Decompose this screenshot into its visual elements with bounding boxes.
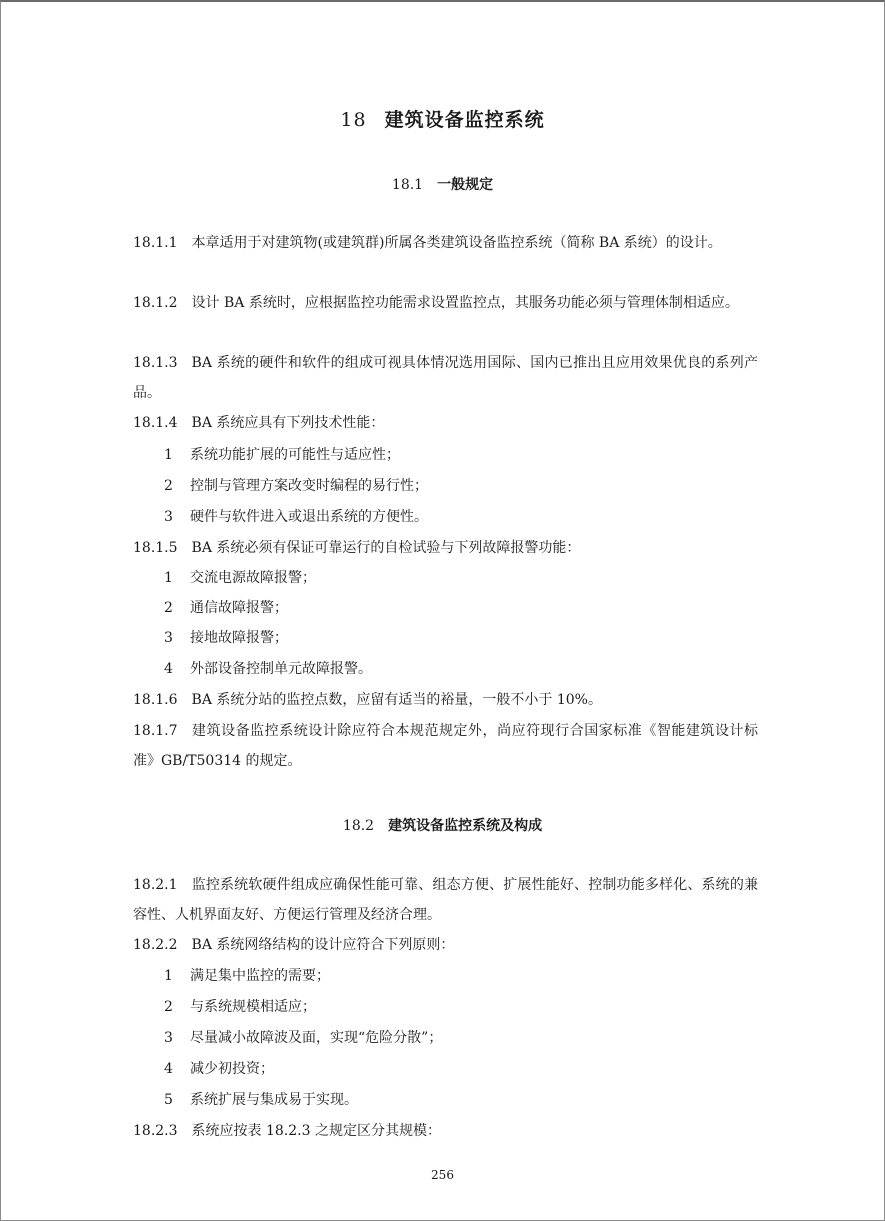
clause-number: 18.1.1 <box>133 235 178 251</box>
clause-number: 18.1.5 <box>133 540 178 556</box>
item-number: 1 <box>164 447 173 463</box>
list-item <box>164 961 758 991</box>
clause-18-1-6 <box>133 685 758 715</box>
clause-text: 设计 BA 系统时，应根据监控功能需求设置监控点，其服务功能必须与管理体制相适应。 <box>191 295 739 311</box>
list-item <box>164 1054 758 1084</box>
chapter-title <box>0 105 885 132</box>
item-text: 通信故障报警； <box>190 600 288 616</box>
section-title-text: 建筑设备监控系统及构成 <box>388 818 543 834</box>
clause-text: BA 系统应具有下列技术性能： <box>191 415 385 431</box>
list-item <box>164 992 758 1022</box>
item-number: 2 <box>164 600 173 616</box>
clause-text: BA 系统必须有保证可靠运行的自检试验与下列故障报警功能： <box>191 540 581 556</box>
item-text: 满足集中监控的需要； <box>190 968 330 984</box>
item-text: 硬件与软件进入或退出系统的方便性。 <box>190 509 428 525</box>
item-number: 5 <box>164 1092 173 1108</box>
section-title-text: 一般规定 <box>437 177 494 193</box>
clause-text: 监控系统软硬件组成应确保性能可靠、组态方便、扩展性能好、控制功能多样化、系统的兼容性、人机界面友好、方便运行管理及经济合理。 <box>133 877 758 923</box>
item-number: 3 <box>164 630 173 646</box>
clause-18-1-2 <box>133 288 758 318</box>
clause-number: 18.1.7 <box>133 723 178 739</box>
item-number: 3 <box>164 509 173 525</box>
item-text: 尽量减小故障波及面，实现“危险分散”； <box>190 1030 443 1046</box>
list-item <box>164 471 758 501</box>
clause-text: 建筑设备监控系统设计除应符合本规范规定外，尚应符现行合国家标准《智能建筑设计标准》GB/T50314 的规定。 <box>133 723 758 769</box>
section-number: 18.1 <box>391 177 424 193</box>
clause-text: BA 系统的硬件和软件的组成可视具体情况选用国际、国内已推出且应用效果优良的系列产品。 <box>133 355 758 401</box>
clause-text: BA 系统网络结构的设计应符合下列原则： <box>191 937 455 953</box>
clause-text: 本章适用于对建筑物(或建筑群)所属各类建筑设备监控系统（简称 BA 系统）的设计。 <box>191 235 722 251</box>
item-text: 交流电源故障报警； <box>190 570 316 586</box>
clause-number: 18.2.2 <box>133 937 178 953</box>
list-item <box>164 623 758 653</box>
section-number: 18.2 <box>342 818 375 834</box>
item-number: 1 <box>164 570 173 586</box>
clause-number: 18.1.6 <box>133 692 178 708</box>
item-number: 1 <box>164 968 173 984</box>
clause-18-2-1 <box>133 870 758 930</box>
section-title-18-1 <box>0 174 885 194</box>
clause-18-1-1 <box>133 228 758 258</box>
clause-18-2-3 <box>133 1116 758 1146</box>
item-number: 4 <box>164 1061 173 1077</box>
list-item <box>164 1023 758 1053</box>
section-title-18-2 <box>0 815 885 835</box>
clause-number: 18.1.3 <box>133 355 178 371</box>
list-item <box>164 593 758 623</box>
item-text: 外部设备控制单元故障报警。 <box>190 661 372 677</box>
item-text: 与系统规模相适应； <box>190 999 316 1015</box>
item-number: 4 <box>164 661 173 677</box>
clause-number: 18.1.4 <box>133 415 178 431</box>
item-number: 2 <box>164 999 173 1015</box>
clause-18-1-7 <box>133 716 758 776</box>
clause-number: 18.2.1 <box>133 877 178 893</box>
item-text: 接地故障报警； <box>190 630 288 646</box>
item-text: 控制与管理方案改变时编程的易行性； <box>190 478 428 494</box>
clause-18-1-4 <box>133 408 758 438</box>
item-number: 3 <box>164 1030 173 1046</box>
clause-18-1-5 <box>133 533 758 563</box>
list-item <box>164 563 758 593</box>
page-number: 256 <box>431 1168 454 1182</box>
chapter-title-text: 建筑设备监控系统 <box>384 109 545 131</box>
item-text: 减少初投资； <box>190 1061 274 1077</box>
list-item <box>164 1085 758 1115</box>
clause-18-1-3 <box>133 348 758 408</box>
clause-number: 18.1.2 <box>133 295 178 311</box>
clause-text: 系统应按表 18.2.3 之规定区分其规模： <box>191 1123 441 1139</box>
item-text: 系统扩展与集成易于实现。 <box>190 1092 358 1108</box>
chapter-number: 18 <box>340 109 367 131</box>
clause-18-2-2 <box>133 930 758 960</box>
list-item <box>164 654 758 684</box>
clause-text: BA 系统分站的监控点数，应留有适当的裕量，一般不小于 10%。 <box>191 692 602 708</box>
item-text: 系统功能扩展的可能性与适应性； <box>190 447 400 463</box>
clause-number: 18.2.3 <box>133 1123 178 1139</box>
item-number: 2 <box>164 478 173 494</box>
list-item <box>164 440 758 470</box>
list-item <box>164 502 758 532</box>
